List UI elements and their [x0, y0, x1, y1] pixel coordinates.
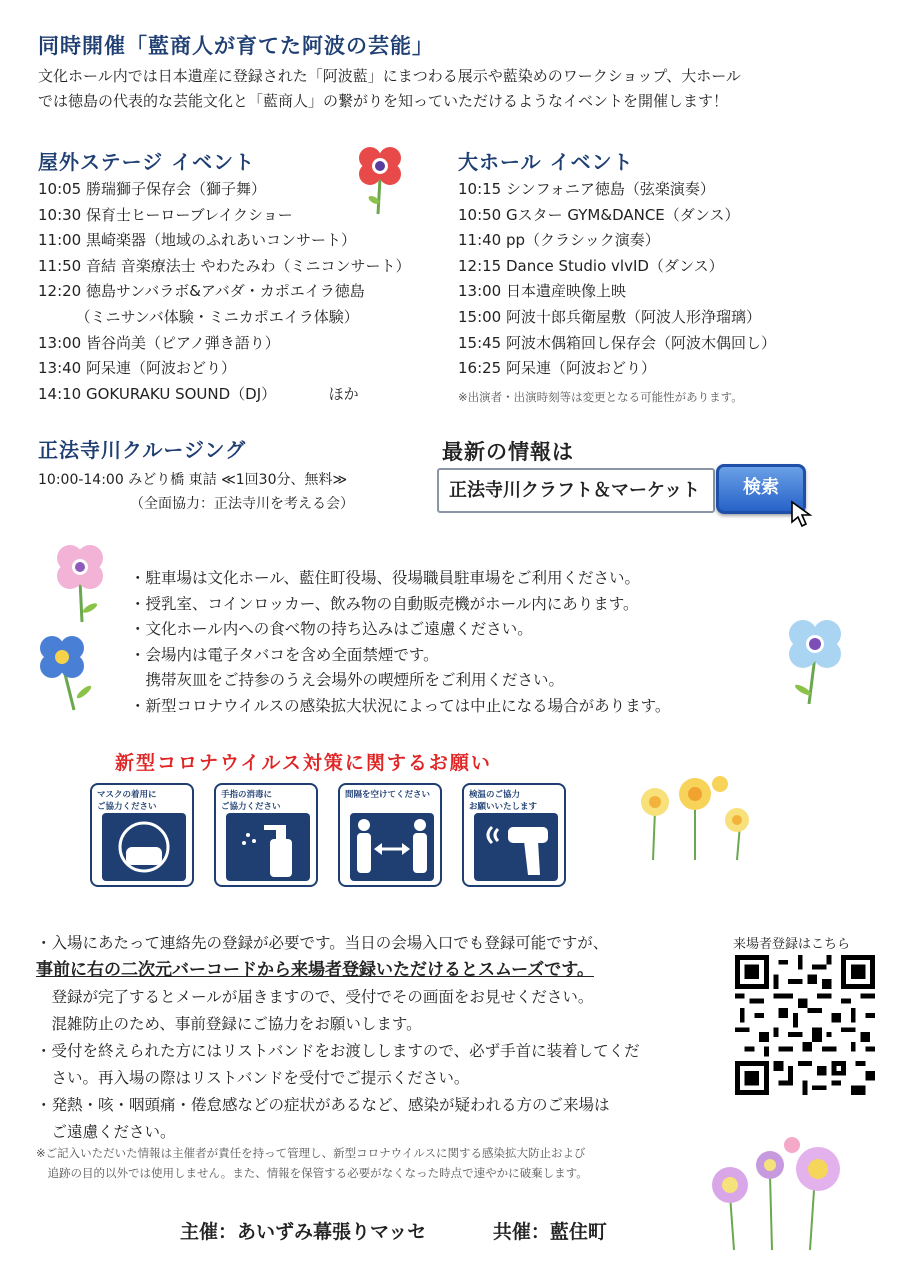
cruising-time: 10:00-14:00 みどり橋 東詰 ≪1回30分、無料≫	[38, 472, 348, 488]
qr-code[interactable]	[735, 955, 875, 1095]
cohost-label: 共催：藍住町	[492, 1221, 607, 1243]
page-title: 同時開催「藍商人が育てた阿波の芸能」	[38, 34, 434, 58]
search-button[interactable]: 検索	[716, 464, 806, 514]
list-item: ・授乳室、コインロッカー、飲み物の自動販売機がホール内にあります。	[130, 594, 639, 613]
schedule-item: 13:00 日本遺産映像上映	[458, 282, 626, 301]
mask-icon	[102, 813, 186, 881]
hall-schedule	[458, 177, 776, 410]
hall-events-title: 大ホール イベント	[458, 150, 634, 174]
search-input[interactable]: 正法寺川クラフト＆マーケット	[437, 468, 715, 513]
host-label: 主催：あいずみ幕張りマッセ	[180, 1221, 427, 1243]
schedule-item: 14:10 GOKURAKU SOUND（DJ） ほか	[38, 384, 359, 403]
mask-card	[90, 783, 194, 887]
registration-emphasis: 事前に右の二次元バーコードから来場者登録いただけるとスムーズです。	[36, 960, 594, 980]
distance-card	[338, 783, 442, 887]
cruising-cooperation: （全面協力：正法寺川を考える会）	[130, 496, 354, 512]
thermometer-icon	[474, 813, 558, 881]
registration-line: ご遠慮ください。	[36, 1123, 176, 1141]
blue-flower-icon	[28, 632, 108, 712]
schedule-item: 10:15 シンフォニア徳島（弦楽演奏）	[458, 180, 715, 198]
schedule-item: 11:50 音結 音楽療法士 やわたみわ（ミニコンサート）	[38, 256, 411, 275]
outdoor-schedule	[38, 177, 411, 407]
list-item: ・文化ホール内への食べ物の持ち込みはご遠慮ください。	[130, 620, 533, 638]
registration-line: ・受付を終えられた方にはリストバンドをお渡ししますので、必ず手首に装着してくだ	[36, 1042, 640, 1060]
privacy-footnote	[36, 1143, 726, 1183]
list-item: ・駐車場は文化ホール、藍住町役場、役場職員駐車場をご利用ください。	[130, 569, 640, 587]
intro-line-1: 文化ホール内では日本遺産に登録された「阿波藍」にまつわる展示や藍染めのワークショップ、大ホール	[38, 67, 741, 85]
schedule-item: 12:20 徳島サンバラボ&アバダ・カポエイラ徳島	[38, 282, 365, 301]
registration-text	[36, 930, 726, 1146]
schedule-item: 15:45 阿波木偶箱回し保存会（阿波木偶回し）	[458, 333, 776, 352]
footnote-line: ※ご記入いただいた情報は主催者が責任を持って管理し、新型コロナウイルスに関する感染拡大防止および	[36, 1146, 586, 1160]
list-item: ・新型コロナウイルスの感染拡大状況によっては中止になる場合があります。	[130, 696, 671, 715]
qr-label: 来場者登録はこちら	[733, 937, 851, 952]
pink-flower-icon	[44, 540, 114, 625]
schedule-item: 16:25 阿呆連（阿波おどり）	[458, 359, 656, 378]
intro-line-2: では徳島の代表的な芸能文化と「藍商人」の繋がりを知っていただけるようなイベントを開催します！	[38, 92, 729, 110]
schedule-item: 15:00 阿波十郎兵衛屋敷（阿波人形浄瑠璃）	[458, 307, 761, 326]
card-label: 間隔を空けてください	[345, 790, 431, 800]
schedule-item: 10:30 保育士ヒーローブレイクショー	[38, 205, 293, 224]
card-label: 検温のご協力 お願いいたします	[469, 790, 538, 812]
outdoor-stage-title: 屋外ステージ イベント	[38, 150, 256, 174]
registration-line: さい。再入場の際はリストバンドを受付でご提示ください。	[36, 1069, 470, 1087]
info-bullet-list	[130, 566, 670, 719]
thermometer-card	[462, 783, 566, 887]
schedule-item: 13:40 阿呆連（阿波おどり）	[38, 359, 236, 378]
schedule-change-note: ※出演者・出演時刻等は変更となる可能性があります。	[458, 389, 743, 404]
intro-text	[38, 64, 838, 114]
schedule-item: 10:50 Gスター GYM&DANCE（ダンス）	[458, 205, 740, 224]
schedule-item: 13:00 皆谷尚美（ピアノ弾き語り）	[38, 333, 280, 352]
sanitizer-icon	[226, 813, 310, 881]
mouse-cursor-icon	[790, 500, 814, 528]
schedule-item: 10:05 勝瑞獅子保存会（獅子舞）	[38, 180, 266, 198]
sponsors	[180, 1217, 667, 1244]
search-title: 最新の情報は	[442, 440, 574, 464]
registration-line: ・入場にあたって連絡先の登録が必要です。当日の会場入口でも登録可能ですが、	[36, 934, 609, 952]
schedule-item: 11:40 pp（クラシック演奏）	[458, 231, 660, 250]
footnote-line: 追跡の目的以外では使用しません。また、情報を保管する必要がなくなった時点で速やかに破棄します。	[36, 1166, 588, 1180]
registration-line: ・発熱・咳・咽頭痛・倦怠感などの症状があるなど、感染が疑われる方のご来場は	[36, 1096, 610, 1114]
schedule-item: 12:15 Dance Studio vlvID（ダンス）	[458, 256, 724, 275]
cruising-title: 正法寺川クルージング	[38, 438, 247, 462]
light-blue-flower-icon	[775, 612, 855, 707]
sanitizer-card	[214, 783, 318, 887]
registration-line: 登録が完了するとメールが届きますので、受付でその画面をお見せください。	[36, 988, 594, 1006]
list-item: 携帯灰皿をご持参のうえ会場外の喫煙所をご利用ください。	[130, 671, 565, 689]
schedule-item: （ミニサンバ体験・ミニカポエイラ体験）	[38, 307, 359, 326]
purple-flowers-icon	[700, 1135, 850, 1255]
schedule-item: 11:00 黒崎楽器（地域のふれあいコンサート）	[38, 231, 356, 250]
registration-line: 混雑防止のため、事前登録にご協力をお願いします。	[36, 1015, 422, 1033]
card-label: マスクの着用に ご協力ください	[97, 790, 157, 812]
card-label: 手指の消毒に ご協力ください	[221, 790, 281, 812]
cruising-details	[38, 468, 354, 516]
covid-measures-title: 新型コロナウイルス対策に関するお願い	[115, 752, 492, 774]
red-flower-icon	[356, 138, 406, 218]
distance-icon	[350, 813, 434, 881]
list-item: ・会場内は電子タバコを含め全面禁煙です。	[130, 645, 439, 664]
yellow-flowers-icon	[625, 770, 775, 870]
